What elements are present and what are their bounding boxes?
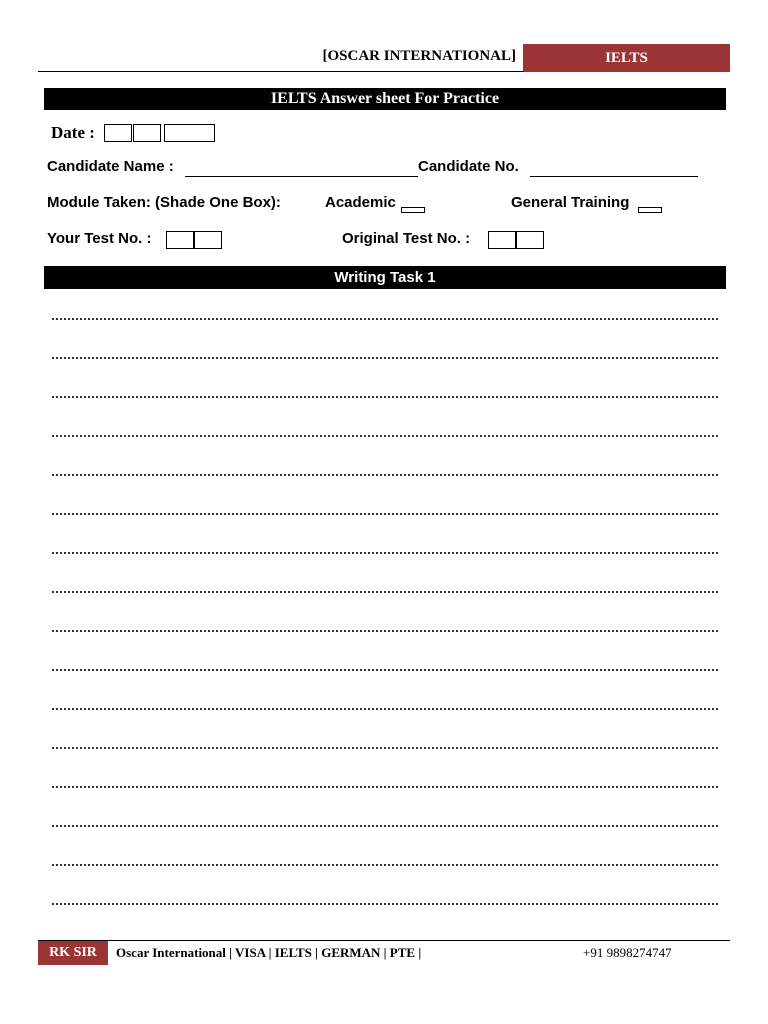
writing-line[interactable] (52, 825, 718, 827)
footer-author-tag: RK SIR (38, 941, 108, 965)
header-rule (38, 71, 524, 72)
general-training-checkbox[interactable] (638, 207, 662, 213)
writing-line[interactable] (52, 357, 718, 359)
writing-line[interactable] (52, 747, 718, 749)
writing-line[interactable] (52, 864, 718, 866)
writing-line[interactable] (52, 591, 718, 593)
footer-rule (38, 940, 730, 941)
general-training-label: General Training (511, 194, 630, 211)
your-test-box-1[interactable] (166, 231, 194, 249)
writing-line[interactable] (52, 435, 718, 437)
date-day-box[interactable] (104, 124, 132, 142)
header-organization: [OSCAR INTERNATIONAL] (322, 48, 516, 64)
candidate-name-label: Candidate Name : (47, 158, 174, 175)
writing-line[interactable] (52, 669, 718, 671)
date-label: Date : (51, 123, 95, 142)
writing-line[interactable] (52, 396, 718, 398)
academic-label: Academic (325, 194, 396, 211)
writing-line[interactable] (52, 552, 718, 554)
page-title: IELTS Answer sheet For Practice (44, 88, 726, 110)
module-label: Module Taken: (Shade One Box): (47, 194, 281, 211)
candidate-no-field[interactable] (530, 176, 698, 177)
original-test-label: Original Test No. : (342, 230, 471, 247)
writing-line[interactable] (52, 513, 718, 515)
writing-line[interactable] (52, 318, 718, 320)
academic-checkbox[interactable] (401, 207, 425, 213)
date-month-box[interactable] (133, 124, 161, 142)
candidate-no-label: Candidate No. (418, 158, 519, 175)
footer-services: Oscar International | VISA | IELTS | GERMAN | PTE | (116, 945, 422, 960)
original-test-box-1[interactable] (488, 231, 516, 249)
writing-line[interactable] (52, 903, 718, 905)
candidate-name-field[interactable] (185, 176, 418, 177)
footer-phone: +91 9898274747 (583, 945, 672, 960)
writing-line[interactable] (52, 708, 718, 710)
writing-task-heading: Writing Task 1 (44, 266, 726, 289)
your-test-box-2[interactable] (194, 231, 222, 249)
writing-line[interactable] (52, 786, 718, 788)
writing-line[interactable] (52, 474, 718, 476)
header-ielts-tag: IELTS (523, 44, 730, 72)
writing-line[interactable] (52, 630, 718, 632)
your-test-label: Your Test No. : (47, 230, 152, 247)
date-year-box[interactable] (164, 124, 215, 142)
original-test-box-2[interactable] (516, 231, 544, 249)
